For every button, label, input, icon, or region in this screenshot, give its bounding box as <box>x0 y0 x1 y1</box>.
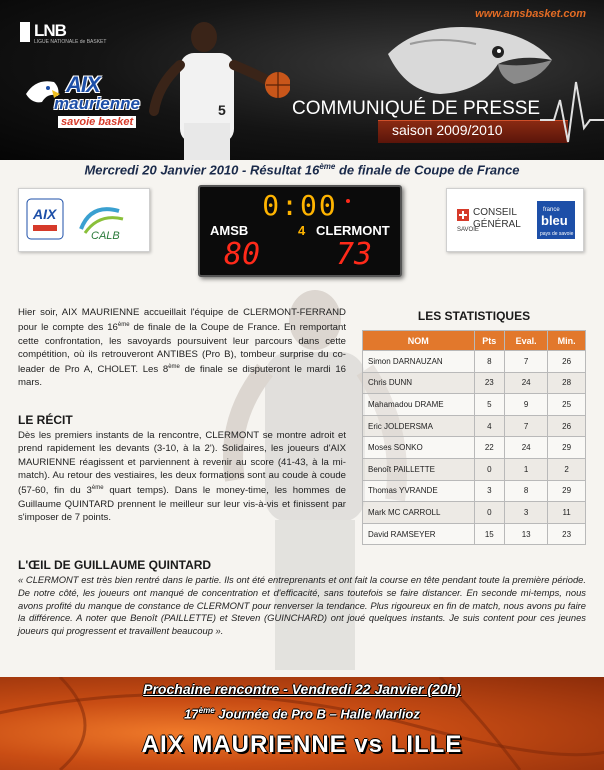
basketball-player-photo <box>140 15 290 160</box>
logo-savoie-3: GÉNÉRAL <box>473 219 521 230</box>
recit-text-1: Dès les premiers instants de la rencontre, CLERMONT se montre adroit et prend rapidement les devants (3-10, à la 2'). Solidaires, les joueurs d'AIX MAURIENNE réagissent et parviennent à revenir au score (41-43, à la mi-match). Au retour des vestiaires, les deux formations sont au coude à coude (57-60, fin du 3 <box>18 430 346 497</box>
player-pts: 3 <box>474 480 505 502</box>
player-name: Thomas YVRANDE <box>363 480 475 502</box>
player-name: Mark MC CARROLL <box>363 502 475 524</box>
player-name: Moses SONKO <box>363 437 475 459</box>
eagle-head-graphic <box>380 14 555 99</box>
player-name: Mahamadou DRAME <box>363 394 475 416</box>
player-pts: 22 <box>474 437 505 459</box>
player-min: 25 <box>548 394 586 416</box>
club-logo-aix: AIX <box>66 72 100 97</box>
lnb-logo <box>20 20 107 46</box>
table-row <box>363 523 586 545</box>
scoreboard-away-score: 73 <box>336 237 373 272</box>
player-min: 26 <box>548 415 586 437</box>
logo-savoie-1: SAVOIE <box>457 227 479 233</box>
player-min: 29 <box>548 480 586 502</box>
table-row <box>363 351 586 373</box>
next-game-round-sup: ème <box>198 706 215 715</box>
aix-maurienne-club-logo <box>22 62 152 142</box>
next-game-date: Prochaine rencontre - Vendredi 22 Janvier (20h) <box>143 681 461 697</box>
saison-label: saison 2009/2010 <box>392 122 503 138</box>
intro-sup-1: ème <box>117 322 130 329</box>
player-eval: 3 <box>505 502 548 524</box>
player-pts: 4 <box>474 415 505 437</box>
intro-sup-2: ème <box>168 364 180 370</box>
recit-heading: LE RÉCIT <box>18 413 73 427</box>
player-eval: 7 <box>505 415 548 437</box>
player-eval: 8 <box>505 480 548 502</box>
next-game-venue-text: Journée de Pro B – Halle Marlioz <box>214 706 420 722</box>
stats-col-pts: Pts <box>474 331 505 351</box>
partner-logos-right <box>446 188 584 252</box>
table-row <box>363 502 586 524</box>
player-eval: 24 <box>505 372 548 394</box>
player-eval: 9 <box>505 394 548 416</box>
player-eval: 13 <box>505 523 548 545</box>
player-name: David RAMSEYER <box>363 523 475 545</box>
next-game-round: 17 <box>184 706 199 722</box>
next-game-banner <box>0 677 604 770</box>
player-min: 26 <box>548 351 586 373</box>
scoreboard-away-team: CLERMONT <box>316 223 390 238</box>
heartbeat-line-graphic <box>540 72 604 152</box>
date-headline-pre: Mercredi 20 Janvier 2010 - Résultat 16 <box>84 162 320 178</box>
scoreboard-home-team: AMSB <box>210 223 249 238</box>
stats-col-eval: Eval. <box>505 331 548 351</box>
player-pts: 8 <box>474 351 505 373</box>
player-min: 28 <box>548 372 586 394</box>
player-eval: 24 <box>505 437 548 459</box>
recit-paragraph <box>18 429 346 524</box>
player-min: 29 <box>548 437 586 459</box>
scoreboard-time: 0:00 <box>262 189 338 222</box>
stats-heading: LES STATISTIQUES <box>417 309 531 323</box>
stats-header-row <box>363 331 586 351</box>
stats-col-name: NOM <box>363 331 475 351</box>
intro-text-3: de finale se disputeront le mardi 16 mars. <box>18 364 346 389</box>
header-banner <box>0 0 604 160</box>
player-eval: 7 <box>505 351 548 373</box>
player-pts: 5 <box>474 394 505 416</box>
lnb-logo-subtitle: LIGUE NATIONALE de BASKET <box>34 39 107 45</box>
club-logo-savoie: savoie basket <box>58 116 136 128</box>
coach-quote-heading: L'ŒIL DE GUILLAUME QUINTARD <box>18 558 212 572</box>
player-min: 2 <box>548 458 586 480</box>
player-name: Eric JOLDERSMA <box>363 415 475 437</box>
player-name: Benoît PAILLETTE <box>363 458 475 480</box>
intro-text-2: de finale de la Coupe de France. En remportant cette confrontation, les savoyards poursuivent leur parcours dans cette compétition, où ils retrouveront ANTIBES (Pro B), tombeur surprise du co-leader de Pro A, CHOLET. Les 8 <box>18 322 346 376</box>
website-url[interactable]: www.amsbasket.com <box>475 8 586 20</box>
player-pts: 15 <box>474 523 505 545</box>
recit-sup: ème <box>91 485 104 492</box>
communique-title: COMMUNIQUÉ DE PRESSE <box>292 98 541 119</box>
player-name: Chris DUNN <box>363 372 475 394</box>
aix-calb-logos <box>19 189 149 251</box>
next-game-matchup: AIX MAURIENNE vs LILLE <box>141 731 463 758</box>
scoreboard <box>198 185 402 277</box>
club-logo-maurienne: maurienne <box>54 94 140 113</box>
player-pts: 0 <box>474 458 505 480</box>
table-row <box>363 480 586 502</box>
logo-aix-text: AIX <box>33 206 57 222</box>
table-row <box>363 372 586 394</box>
date-headline-sup: ème <box>319 162 336 171</box>
player-pts: 23 <box>474 372 505 394</box>
logo-fb-1: france <box>543 207 560 213</box>
table-row <box>363 415 586 437</box>
player-name: Simon DARNAUZAN <box>363 351 475 373</box>
logo-fb-2: bleu <box>541 213 568 228</box>
scoreboard-period: 4 <box>298 223 306 238</box>
player-pts: 0 <box>474 502 505 524</box>
player-min: 11 <box>548 502 586 524</box>
table-row <box>363 458 586 480</box>
date-headline <box>0 162 604 177</box>
partner-logos-left <box>18 188 150 252</box>
intro-text-1: Hier soir, AIX MAURIENNE accueillait l'équipe de CLERMONT-FERRAND pour le compte des 16 <box>18 307 346 334</box>
logo-fb-3: pays de savoie <box>540 231 574 237</box>
sponsor-logos <box>447 189 583 251</box>
next-game-venue <box>0 706 604 721</box>
player-min: 23 <box>548 523 586 545</box>
date-headline-post: de finale de Coupe de France <box>335 162 520 178</box>
scoreboard-possession-dot <box>346 199 350 203</box>
logo-savoie-2: CONSEIL <box>473 207 517 218</box>
recit-text-2: quart temps). Dans le money-time, les hommes de Guillaume QUINTARD prennent le meilleur sur leur vis-à-vis et finissent par s'imposer de 7 points. <box>18 485 346 523</box>
intro-paragraph <box>18 306 346 390</box>
scoreboard-home-score: 80 <box>224 237 261 272</box>
svg-text:5: 5 <box>218 102 226 118</box>
player-eval: 1 <box>505 458 548 480</box>
table-row <box>363 394 586 416</box>
table-row <box>363 437 586 459</box>
stats-table <box>362 330 586 545</box>
coach-quote: « CLERMONT est très bien rentré dans le partie. Ils ont été entreprenants et ont fait la course en tête pendant toute la première période. De notre côté, les joueurs ont manqué de concentration et d'efficacité, sans toutefois se faire distancer. En seconde mi-temps, nous avons profité du manque de constance de CLERMONT pour renverser la tendance. Plus rigoureux en fin de match, nous avons pu faire la différence. A noter que Benoît (PAILLETTE) et Steven (GUINCHARD) ont joué quelques instants. Je suis content pour ces jeunes joueurs qui progressent et travaillent beaucoup ». <box>18 574 586 637</box>
stats-col-min: Min. <box>548 331 586 351</box>
lnb-logo-text: LNB <box>34 21 66 40</box>
logo-calb-text: CALB <box>91 230 120 242</box>
